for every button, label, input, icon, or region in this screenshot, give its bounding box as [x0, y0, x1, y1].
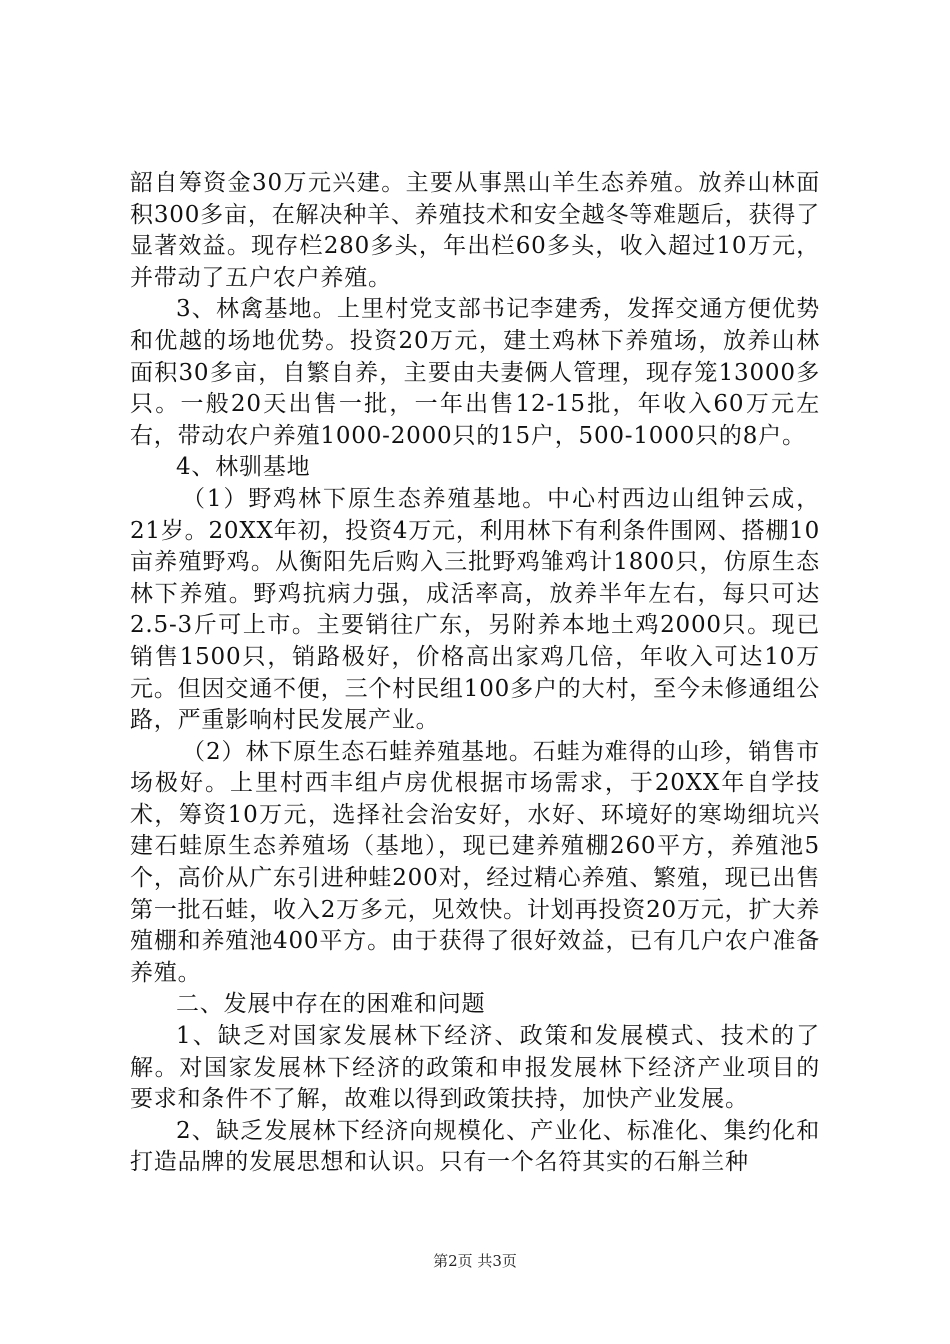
paragraph-pheasant-base: （1）野鸡林下原生态养殖基地。中心村西边山组钟云成，21岁。20XX年初，投资4万元，利用林下有利条件围网、搭棚10亩养殖野鸡。从衡阳先后购入三批野鸡雏鸡计1800只，仿原生态林下养殖。野鸡抗病力强，成活率高，放养半年左右，每只可达2.5-3斤可上市。主要销往广东，另附养本地土鸡2000只。现已销售1500只，销路极好，价格高出家鸡几倍，年收入可达10万元。但因交通不便，三个村民组100多户的大村，至今未修通组公路，严重影响村民发展产业。: [130, 485, 820, 734]
paragraph-difficulty-1: 1、缺乏对国家发展林下经济、政策和发展模式、技术的了解。对国家发展林下经济的政策和申报发展林下经济产业项目的要求和条件不了解，故难以得到政策扶持，加快产业发展。: [130, 1023, 820, 1113]
page-number-footer: 第2页 共3页: [433, 1252, 517, 1270]
paragraph-difficulty-2: 2、缺乏发展林下经济向规模化、产业化、标准化、集约化和打造品牌的发展思想和认识。只有一个名符其实的石斛兰种: [130, 1117, 820, 1176]
heading-difficulties: 二、发展中存在的困难和问题: [176, 991, 486, 1018]
paragraph-poultry-base: 3、林禽基地。上里村党支部书记李建秀，发挥交通方便优势和优越的场地优势。投资20万元，建土鸡林下养殖场，放养山林面积30多亩，自繁自养，主要由夫妻俩人管理，现存笼13000多只。一般20天出售一批，一年出售12-15批，年收入60万元左右，带动农户养殖1000-2000只的15户，500-1000只的8户。: [130, 296, 820, 449]
heading-domestication-base: 4、林驯基地: [176, 454, 311, 481]
paragraph-stone-frog-base: （2）林下原生态石蛙养殖基地。石蛙为难得的山珍，销售市场极好。上里村西丰组卢房优根据市场需求，于20XX年自学技术，筹资10万元，选择社会治安好，水好、环境好的寒坳细坑兴建石蛙原生态养殖场（基地），现已建养殖棚260平方，养殖池5个，高价从广东引进种蛙200对，经过精心养殖、繁殖，现已出售第一批石蛙，收入2万多元，见效快。计划再投资20万元，扩大养殖棚和养殖池400平方。由于获得了很好效益，已有几户农户准备养殖。: [130, 738, 820, 986]
paragraph-continuation: 韶自筹资金30万元兴建。主要从事黑山羊生态养殖。放养山林面积300多亩，在解决种羊、养殖技术和安全越冬等难题后，获得了显著效益。现存栏280多头，年出栏60多头，收入超过10万元，并带动了五户农户养殖。: [130, 170, 820, 291]
document-body: [130, 168, 820, 1179]
